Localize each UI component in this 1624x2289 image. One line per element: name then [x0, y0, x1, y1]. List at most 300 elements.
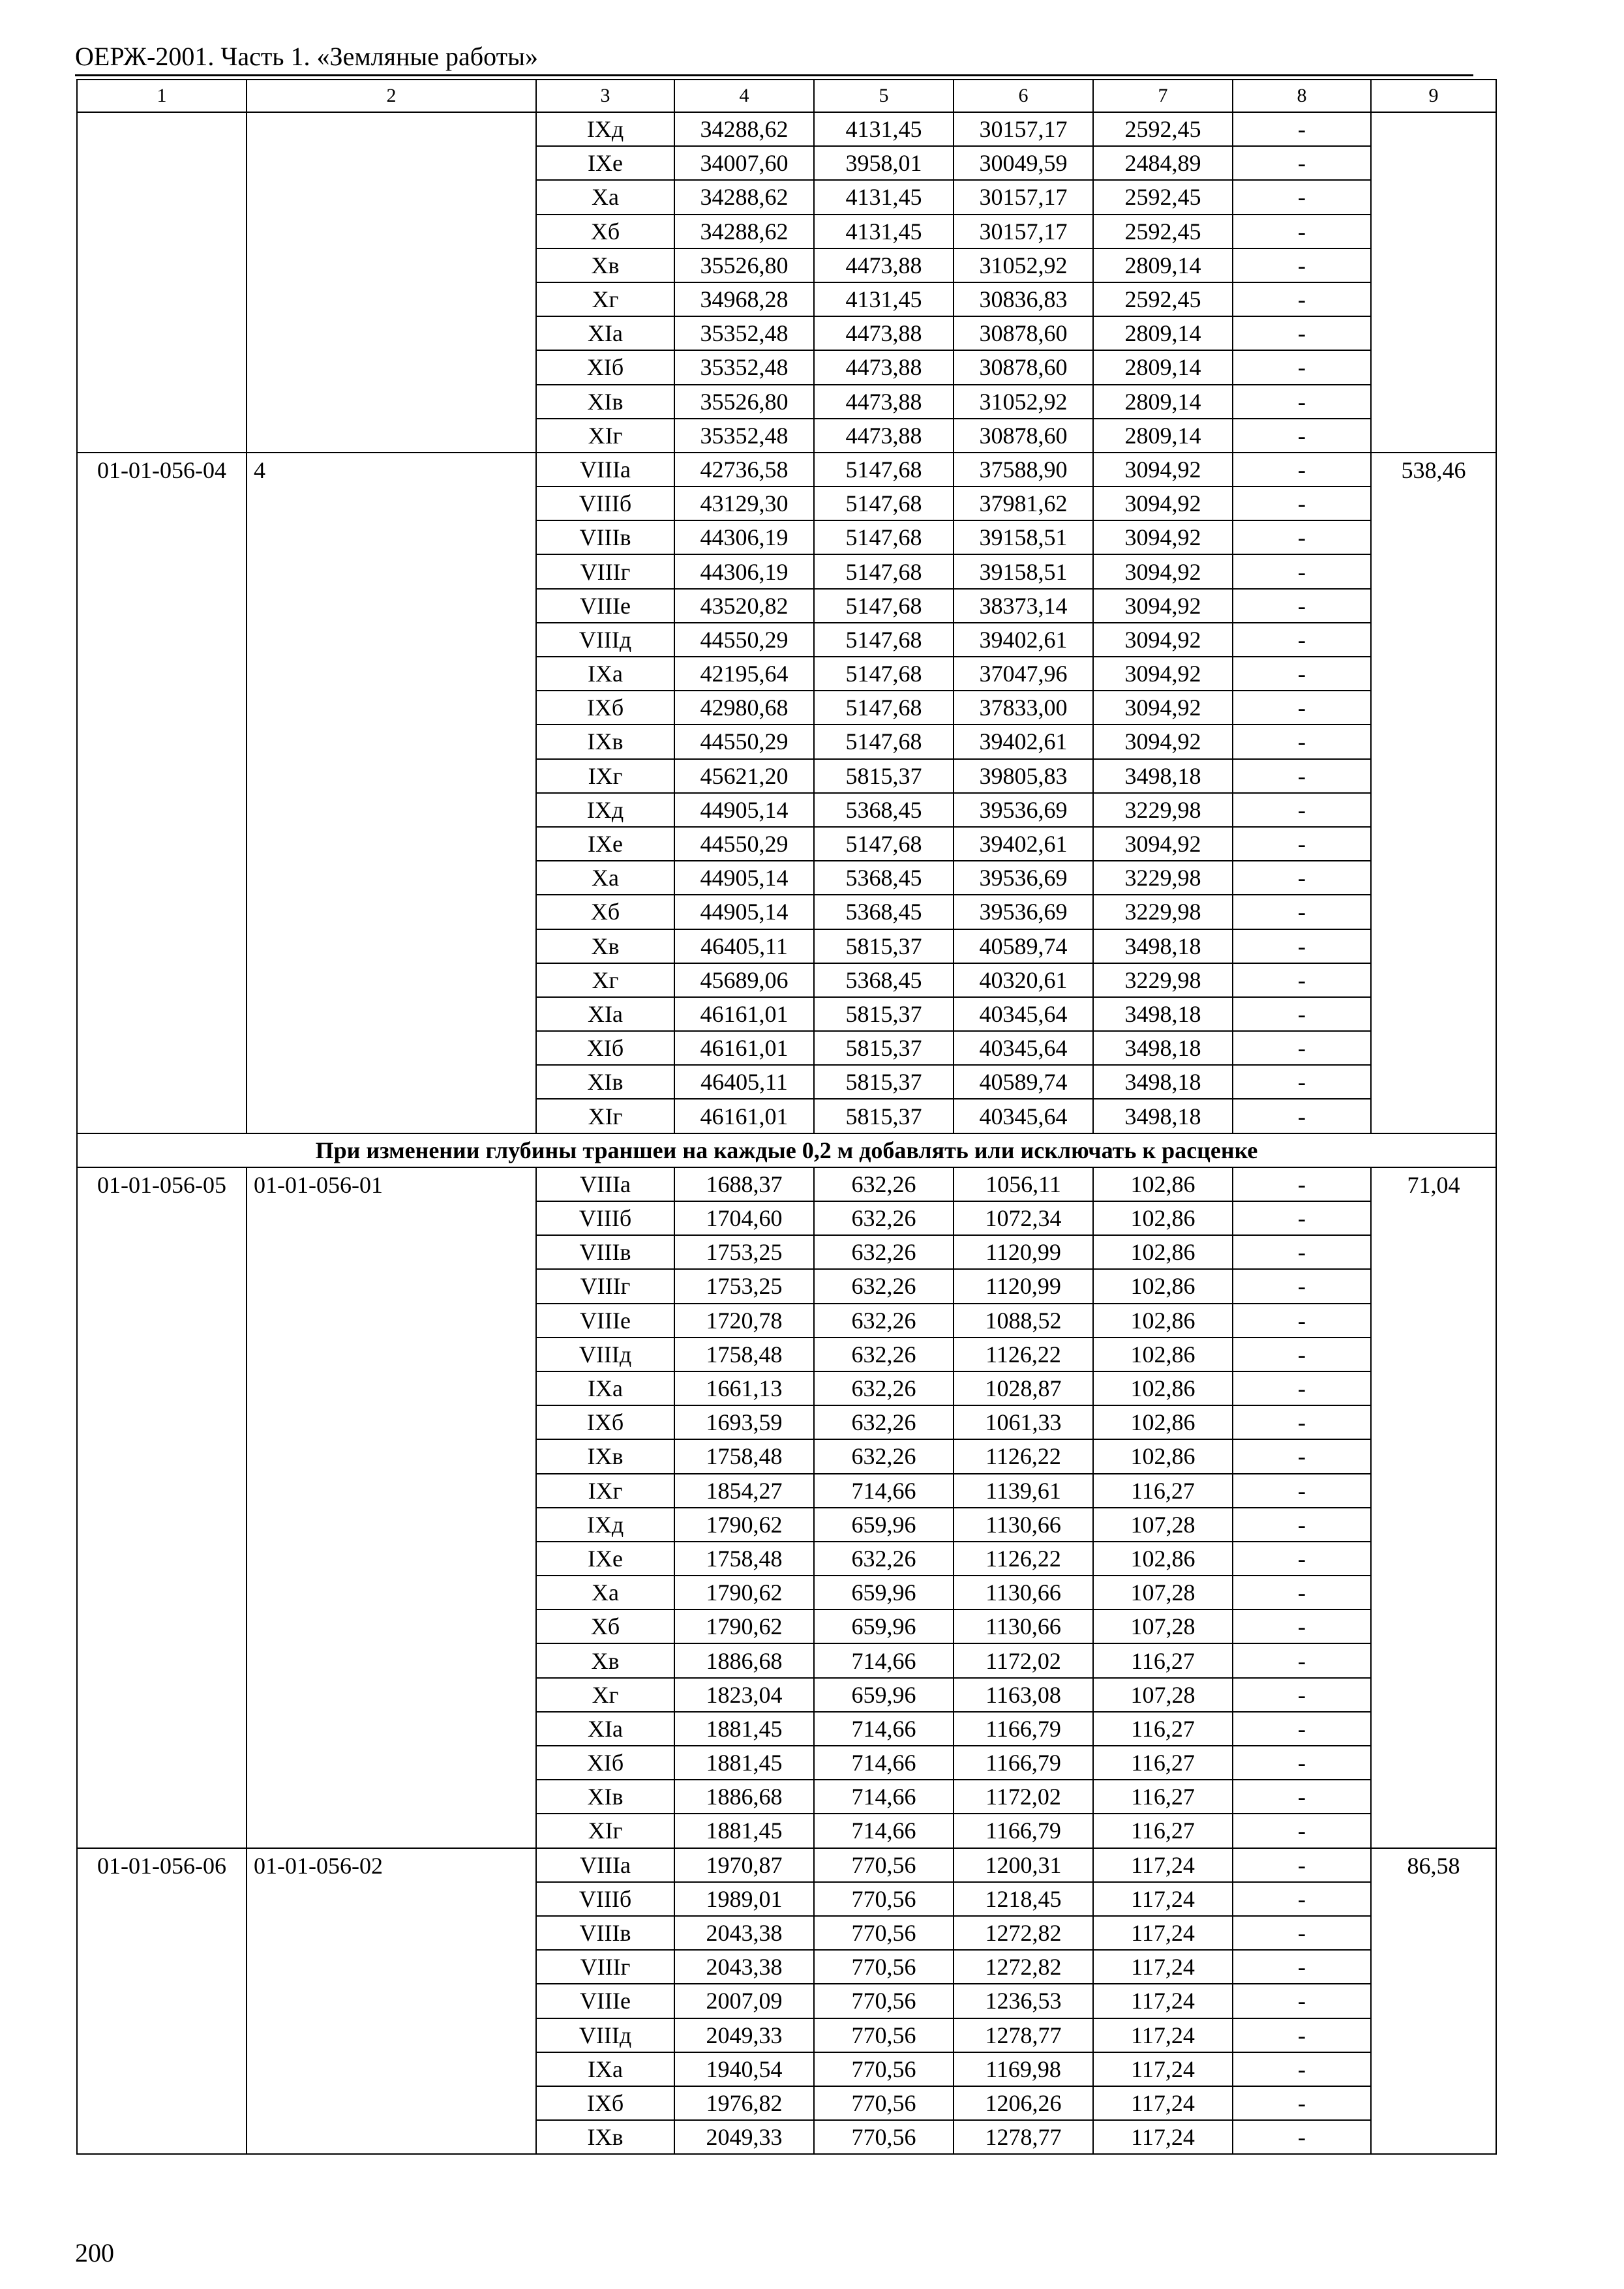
- value-cell: 39805,83: [954, 759, 1093, 793]
- category-cell: Xа: [536, 180, 674, 214]
- value-cell: 2049,33: [674, 2018, 814, 2052]
- value-cell: 2592,45: [1093, 180, 1233, 214]
- value-cell: 102,86: [1093, 1201, 1233, 1235]
- value-cell: -: [1233, 1474, 1371, 1508]
- category-cell: VIIIб: [536, 1201, 674, 1235]
- value-cell: 714,66: [814, 1474, 954, 1508]
- value-cell: 1200,31: [954, 1848, 1093, 1882]
- value-cell: 1120,99: [954, 1269, 1093, 1303]
- value-cell: -: [1233, 2120, 1371, 2154]
- value-cell: 2809,14: [1093, 350, 1233, 384]
- category-cell: VIIIе: [536, 1304, 674, 1338]
- value-cell: 30836,83: [954, 282, 1093, 316]
- value-cell: 37833,00: [954, 691, 1093, 725]
- value-cell: 3498,18: [1093, 1065, 1233, 1099]
- category-cell: VIIIб: [536, 486, 674, 520]
- category-cell: Xв: [536, 1643, 674, 1677]
- value-cell: -: [1233, 1576, 1371, 1609]
- value-cell: 2043,38: [674, 1916, 814, 1950]
- value-cell: 45621,20: [674, 759, 814, 793]
- value-cell: 1790,62: [674, 1576, 814, 1609]
- value-cell: -: [1233, 1439, 1371, 1473]
- value-cell: 1166,79: [954, 1746, 1093, 1780]
- value-cell: 44550,29: [674, 623, 814, 657]
- value-cell: 5815,37: [814, 1031, 954, 1065]
- value-cell: 35352,48: [674, 350, 814, 384]
- value-cell: 4473,88: [814, 350, 954, 384]
- value-cell: 34007,60: [674, 146, 814, 180]
- value-cell: 102,86: [1093, 1371, 1233, 1405]
- value-cell: 1823,04: [674, 1678, 814, 1712]
- value-cell: 1236,53: [954, 1984, 1093, 2018]
- value-cell: -: [1233, 1984, 1371, 2018]
- value-cell: 1028,87: [954, 1371, 1093, 1405]
- category-cell: XIг: [536, 1814, 674, 1848]
- value-cell: 1753,25: [674, 1235, 814, 1269]
- value-cell: 116,27: [1093, 1746, 1233, 1780]
- value-cell: 39158,51: [954, 554, 1093, 588]
- category-cell: IXв: [536, 725, 674, 758]
- value-cell: -: [1233, 1643, 1371, 1677]
- value-cell: -: [1233, 282, 1371, 316]
- value-cell: 31052,92: [954, 248, 1093, 282]
- value-cell: 3229,98: [1093, 963, 1233, 997]
- value-cell: 117,24: [1093, 2086, 1233, 2120]
- value-cell: -: [1233, 895, 1371, 929]
- value-cell: 3094,92: [1093, 691, 1233, 725]
- price-table: [76, 79, 1497, 2155]
- value-cell: -: [1233, 1882, 1371, 1916]
- value-cell: 5147,68: [814, 453, 954, 486]
- value-cell: 39158,51: [954, 520, 1093, 554]
- value-cell: 42195,64: [674, 657, 814, 691]
- category-cell: VIIIа: [536, 1848, 674, 1882]
- value-cell: 40320,61: [954, 963, 1093, 997]
- value-cell: 4131,45: [814, 180, 954, 214]
- value-cell: 3094,92: [1093, 486, 1233, 520]
- value-cell: 632,26: [814, 1405, 954, 1439]
- value-cell: 2809,14: [1093, 316, 1233, 350]
- value-cell: 44306,19: [674, 520, 814, 554]
- labor-cost-cell: 71,04: [1371, 1167, 1496, 1848]
- value-cell: -: [1233, 1338, 1371, 1371]
- value-cell: 34288,62: [674, 215, 814, 248]
- table-body: [77, 80, 1496, 2154]
- category-cell: VIIIа: [536, 453, 674, 486]
- value-cell: 1758,48: [674, 1439, 814, 1473]
- value-cell: -: [1233, 1712, 1371, 1746]
- category-cell: VIIIд: [536, 2018, 674, 2052]
- rate-code-cell: [77, 112, 247, 453]
- value-cell: 632,26: [814, 1235, 954, 1269]
- value-cell: 1139,61: [954, 1474, 1093, 1508]
- value-cell: 770,56: [814, 1848, 954, 1882]
- value-cell: 3498,18: [1093, 1099, 1233, 1133]
- table-row: [77, 1167, 1496, 1201]
- value-cell: 1206,26: [954, 2086, 1093, 2120]
- category-cell: XIв: [536, 1780, 674, 1814]
- value-cell: 42736,58: [674, 453, 814, 486]
- value-cell: 1940,54: [674, 2052, 814, 2086]
- value-cell: 117,24: [1093, 2120, 1233, 2154]
- column-number: 6: [954, 80, 1093, 112]
- value-cell: -: [1233, 248, 1371, 282]
- value-cell: 40589,74: [954, 1065, 1093, 1099]
- category-cell: Xв: [536, 248, 674, 282]
- value-cell: 3094,92: [1093, 453, 1233, 486]
- value-cell: 3498,18: [1093, 997, 1233, 1031]
- value-cell: -: [1233, 180, 1371, 214]
- value-cell: 3094,92: [1093, 520, 1233, 554]
- value-cell: 116,27: [1093, 1474, 1233, 1508]
- value-cell: 4473,88: [814, 316, 954, 350]
- value-cell: 5815,37: [814, 929, 954, 963]
- value-cell: -: [1233, 2018, 1371, 2052]
- value-cell: 102,86: [1093, 1235, 1233, 1269]
- value-cell: 30157,17: [954, 112, 1093, 146]
- value-cell: 1886,68: [674, 1643, 814, 1677]
- category-cell: VIIIд: [536, 1338, 674, 1371]
- category-cell: IXа: [536, 657, 674, 691]
- value-cell: 632,26: [814, 1338, 954, 1371]
- value-cell: 1072,34: [954, 1201, 1093, 1235]
- value-cell: 1172,02: [954, 1780, 1093, 1814]
- value-cell: -: [1233, 861, 1371, 895]
- category-cell: Xа: [536, 1576, 674, 1609]
- column-number: 3: [536, 80, 674, 112]
- category-cell: IXб: [536, 691, 674, 725]
- rate-code-cell: 01-01-056-05: [77, 1167, 247, 1848]
- value-cell: 2809,14: [1093, 385, 1233, 419]
- value-cell: 35352,48: [674, 316, 814, 350]
- value-cell: -: [1233, 1678, 1371, 1712]
- value-cell: 40345,64: [954, 997, 1093, 1031]
- value-cell: 34288,62: [674, 180, 814, 214]
- value-cell: 117,24: [1093, 1984, 1233, 2018]
- value-cell: 40345,64: [954, 1099, 1093, 1133]
- value-cell: 632,26: [814, 1167, 954, 1201]
- section-row: [77, 1133, 1496, 1167]
- category-cell: XIб: [536, 1031, 674, 1065]
- category-cell: XIб: [536, 1746, 674, 1780]
- value-cell: 5147,68: [814, 554, 954, 588]
- value-cell: 102,86: [1093, 1542, 1233, 1576]
- category-cell: VIIIв: [536, 520, 674, 554]
- value-cell: 44306,19: [674, 554, 814, 588]
- category-cell: IXв: [536, 2120, 674, 2154]
- value-cell: 632,26: [814, 1269, 954, 1303]
- value-cell: -: [1233, 316, 1371, 350]
- value-cell: 659,96: [814, 1508, 954, 1542]
- category-cell: IXе: [536, 827, 674, 861]
- category-cell: XIа: [536, 1712, 674, 1746]
- value-cell: -: [1233, 146, 1371, 180]
- category-cell: IXб: [536, 1405, 674, 1439]
- value-cell: 102,86: [1093, 1338, 1233, 1371]
- value-cell: 632,26: [814, 1371, 954, 1405]
- value-cell: 1881,45: [674, 1746, 814, 1780]
- category-cell: Xб: [536, 1609, 674, 1643]
- value-cell: 2592,45: [1093, 215, 1233, 248]
- value-cell: 1130,66: [954, 1508, 1093, 1542]
- value-cell: 4473,88: [814, 419, 954, 453]
- value-cell: 5368,45: [814, 895, 954, 929]
- value-cell: 37981,62: [954, 486, 1093, 520]
- value-cell: 46161,01: [674, 1099, 814, 1133]
- value-cell: 1854,27: [674, 1474, 814, 1508]
- rate-reference-cell: [247, 112, 536, 453]
- category-cell: IXг: [536, 759, 674, 793]
- value-cell: -: [1233, 486, 1371, 520]
- category-cell: VIIIд: [536, 623, 674, 657]
- value-cell: -: [1233, 554, 1371, 588]
- rate-reference-cell: 01-01-056-02: [247, 1848, 536, 2155]
- value-cell: 770,56: [814, 1916, 954, 1950]
- column-number: 9: [1371, 80, 1496, 112]
- value-cell: 38373,14: [954, 589, 1093, 623]
- value-cell: 2592,45: [1093, 282, 1233, 316]
- value-cell: 1061,33: [954, 1405, 1093, 1439]
- category-cell: Xв: [536, 929, 674, 963]
- document-header: ОЕРЖ-2001. Часть 1. «Земляные работы»: [75, 42, 538, 71]
- value-cell: -: [1233, 453, 1371, 486]
- value-cell: -: [1233, 1065, 1371, 1099]
- column-number-row: [77, 80, 1496, 112]
- value-cell: 770,56: [814, 1950, 954, 1984]
- value-cell: 1126,22: [954, 1439, 1093, 1473]
- value-cell: -: [1233, 1304, 1371, 1338]
- value-cell: 5147,68: [814, 691, 954, 725]
- value-cell: -: [1233, 1235, 1371, 1269]
- category-cell: VIIIв: [536, 1235, 674, 1269]
- value-cell: 5147,68: [814, 623, 954, 657]
- value-cell: 5368,45: [814, 861, 954, 895]
- value-cell: 1130,66: [954, 1609, 1093, 1643]
- value-cell: -: [1233, 1099, 1371, 1133]
- value-cell: 107,28: [1093, 1508, 1233, 1542]
- value-cell: 102,86: [1093, 1304, 1233, 1338]
- value-cell: 1976,82: [674, 2086, 814, 2120]
- value-cell: 1130,66: [954, 1576, 1093, 1609]
- rate-code-cell: 01-01-056-04: [77, 453, 247, 1133]
- value-cell: -: [1233, 1508, 1371, 1542]
- value-cell: 42980,68: [674, 691, 814, 725]
- category-cell: Xб: [536, 895, 674, 929]
- value-cell: 1693,59: [674, 1405, 814, 1439]
- value-cell: 34288,62: [674, 112, 814, 146]
- value-cell: 1166,79: [954, 1712, 1093, 1746]
- value-cell: 3498,18: [1093, 1031, 1233, 1065]
- category-cell: VIIIг: [536, 554, 674, 588]
- value-cell: 1272,82: [954, 1916, 1093, 1950]
- value-cell: -: [1233, 759, 1371, 793]
- value-cell: 30157,17: [954, 180, 1093, 214]
- value-cell: -: [1233, 1269, 1371, 1303]
- value-cell: 37588,90: [954, 453, 1093, 486]
- table-row: [77, 112, 1496, 146]
- value-cell: 102,86: [1093, 1439, 1233, 1473]
- value-cell: 1126,22: [954, 1338, 1093, 1371]
- value-cell: 5147,68: [814, 657, 954, 691]
- column-number: 2: [247, 80, 536, 112]
- value-cell: 3229,98: [1093, 895, 1233, 929]
- category-cell: VIIIе: [536, 589, 674, 623]
- category-cell: VIIIа: [536, 1167, 674, 1201]
- value-cell: -: [1233, 2086, 1371, 2120]
- value-cell: 35526,80: [674, 385, 814, 419]
- column-number: 5: [814, 80, 954, 112]
- value-cell: 30157,17: [954, 215, 1093, 248]
- value-cell: 632,26: [814, 1304, 954, 1338]
- value-cell: 770,56: [814, 1984, 954, 2018]
- value-cell: -: [1233, 1031, 1371, 1065]
- category-cell: VIIIе: [536, 1984, 674, 2018]
- value-cell: 46161,01: [674, 1031, 814, 1065]
- value-cell: -: [1233, 793, 1371, 827]
- value-cell: 3094,92: [1093, 827, 1233, 861]
- value-cell: -: [1233, 520, 1371, 554]
- column-number: 4: [674, 80, 814, 112]
- value-cell: -: [1233, 1201, 1371, 1235]
- value-cell: -: [1233, 419, 1371, 453]
- value-cell: 1989,01: [674, 1882, 814, 1916]
- value-cell: 117,24: [1093, 2052, 1233, 2086]
- value-cell: 116,27: [1093, 1643, 1233, 1677]
- value-cell: 116,27: [1093, 1814, 1233, 1848]
- value-cell: 43520,82: [674, 589, 814, 623]
- value-cell: -: [1233, 1746, 1371, 1780]
- value-cell: 31052,92: [954, 385, 1093, 419]
- value-cell: 770,56: [814, 2018, 954, 2052]
- category-cell: Xг: [536, 1678, 674, 1712]
- value-cell: 1120,99: [954, 1235, 1093, 1269]
- value-cell: 39402,61: [954, 725, 1093, 758]
- value-cell: 35526,80: [674, 248, 814, 282]
- value-cell: 117,24: [1093, 1916, 1233, 1950]
- value-cell: 1790,62: [674, 1609, 814, 1643]
- value-cell: 3229,98: [1093, 861, 1233, 895]
- value-cell: 1704,60: [674, 1201, 814, 1235]
- category-cell: IXа: [536, 2052, 674, 2086]
- value-cell: 102,86: [1093, 1405, 1233, 1439]
- column-number: 8: [1233, 80, 1371, 112]
- value-cell: 5815,37: [814, 997, 954, 1031]
- value-cell: 5368,45: [814, 963, 954, 997]
- value-cell: -: [1233, 997, 1371, 1031]
- rate-reference-cell: 01-01-056-01: [247, 1167, 536, 1848]
- value-cell: -: [1233, 691, 1371, 725]
- category-cell: IXв: [536, 1439, 674, 1473]
- value-cell: 102,86: [1093, 1269, 1233, 1303]
- value-cell: 5147,68: [814, 520, 954, 554]
- value-cell: 4131,45: [814, 282, 954, 316]
- value-cell: 44905,14: [674, 793, 814, 827]
- category-cell: XIг: [536, 1099, 674, 1133]
- table-row: [77, 453, 1496, 486]
- category-cell: VIIIг: [536, 1950, 674, 1984]
- value-cell: 2484,89: [1093, 146, 1233, 180]
- value-cell: 44550,29: [674, 725, 814, 758]
- value-cell: 770,56: [814, 1882, 954, 1916]
- value-cell: 1126,22: [954, 1542, 1093, 1576]
- value-cell: 1720,78: [674, 1304, 814, 1338]
- category-cell: XIв: [536, 1065, 674, 1099]
- category-cell: IXа: [536, 1371, 674, 1405]
- value-cell: 35352,48: [674, 419, 814, 453]
- value-cell: 1278,77: [954, 2120, 1093, 2154]
- value-cell: 1163,08: [954, 1678, 1093, 1712]
- table-row: [77, 1848, 1496, 1882]
- value-cell: 1758,48: [674, 1542, 814, 1576]
- value-cell: 1166,79: [954, 1814, 1093, 1848]
- value-cell: 117,24: [1093, 2018, 1233, 2052]
- value-cell: 632,26: [814, 1201, 954, 1235]
- value-cell: 117,24: [1093, 1950, 1233, 1984]
- value-cell: 46405,11: [674, 929, 814, 963]
- value-cell: 1088,52: [954, 1304, 1093, 1338]
- value-cell: 1218,45: [954, 1882, 1093, 1916]
- value-cell: 1790,62: [674, 1508, 814, 1542]
- page-number: 200: [75, 2238, 114, 2267]
- value-cell: 44550,29: [674, 827, 814, 861]
- value-cell: 714,66: [814, 1712, 954, 1746]
- value-cell: 5368,45: [814, 793, 954, 827]
- value-cell: 4473,88: [814, 385, 954, 419]
- value-cell: -: [1233, 963, 1371, 997]
- category-cell: Xа: [536, 861, 674, 895]
- labor-cost-cell: 538,46: [1371, 453, 1496, 1133]
- category-cell: IXг: [536, 1474, 674, 1508]
- value-cell: 2043,38: [674, 1950, 814, 1984]
- value-cell: 37047,96: [954, 657, 1093, 691]
- value-cell: 4473,88: [814, 248, 954, 282]
- value-cell: -: [1233, 589, 1371, 623]
- value-cell: -: [1233, 623, 1371, 657]
- value-cell: 34968,28: [674, 282, 814, 316]
- value-cell: -: [1233, 215, 1371, 248]
- value-cell: 1753,25: [674, 1269, 814, 1303]
- value-cell: 3094,92: [1093, 725, 1233, 758]
- category-cell: IXб: [536, 2086, 674, 2120]
- value-cell: -: [1233, 2052, 1371, 2086]
- value-cell: 714,66: [814, 1746, 954, 1780]
- labor-cost-cell: 86,58: [1371, 1848, 1496, 2155]
- value-cell: 5815,37: [814, 759, 954, 793]
- value-cell: 4131,45: [814, 215, 954, 248]
- value-cell: 3498,18: [1093, 929, 1233, 963]
- value-cell: 39402,61: [954, 827, 1093, 861]
- value-cell: 5147,68: [814, 589, 954, 623]
- value-cell: 46161,01: [674, 997, 814, 1031]
- value-cell: 1278,77: [954, 2018, 1093, 2052]
- category-cell: VIIIб: [536, 1882, 674, 1916]
- category-cell: IXд: [536, 793, 674, 827]
- value-cell: -: [1233, 657, 1371, 691]
- value-cell: -: [1233, 385, 1371, 419]
- value-cell: 5147,68: [814, 486, 954, 520]
- column-number: 1: [77, 80, 247, 112]
- value-cell: 30878,60: [954, 316, 1093, 350]
- value-cell: 107,28: [1093, 1576, 1233, 1609]
- category-cell: Xг: [536, 282, 674, 316]
- value-cell: 45689,06: [674, 963, 814, 997]
- value-cell: -: [1233, 1609, 1371, 1643]
- labor-cost-cell: [1371, 112, 1496, 453]
- value-cell: 2049,33: [674, 2120, 814, 2154]
- value-cell: 3958,01: [814, 146, 954, 180]
- value-cell: 632,26: [814, 1542, 954, 1576]
- value-cell: 714,66: [814, 1814, 954, 1848]
